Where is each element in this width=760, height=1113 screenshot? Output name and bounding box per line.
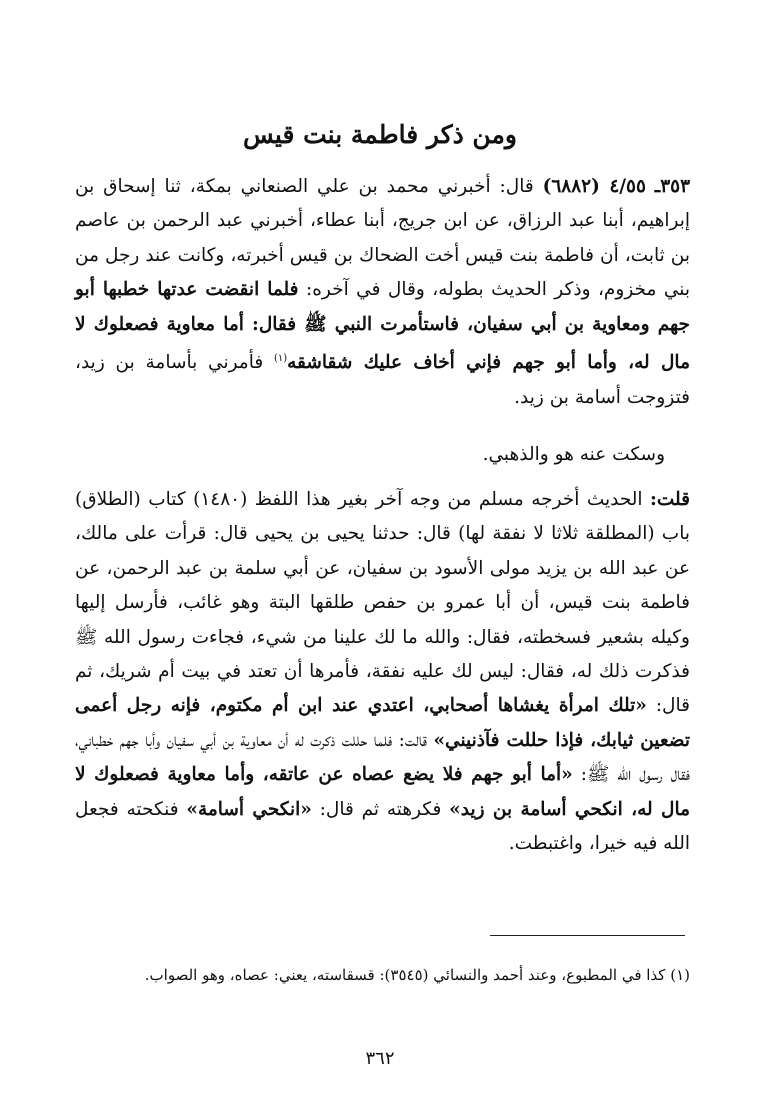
commentary-text-2: قالت: فلما حللت ذكرت له أن معاوية بن أبي سفيان وأبا جهم خطباني، فقال رسول الله ﷺ: <box>75 729 690 786</box>
footnote: (١) كذا في المطبوع، وعند أحمد والنسائي (٣٥٤٥): قسقاسته، يعني: عصاه، وهو الصواب. <box>144 966 690 984</box>
commentary-quote-2: «أما أبو جهم فلا يضع عصاه عن عاتقه، وأما معاوية فصعلوك لا مال له، انكحي أسامة بن زيد» <box>75 764 690 820</box>
silence-note: وسكت عنه هو والذهبي. <box>482 444 665 465</box>
hadith-reference: ٤/٥٥ (٦٨٨٢) <box>542 176 646 197</box>
section-title: ومن ذكر فاطمة بنت قيس <box>243 120 517 149</box>
commentary-text-3: فكرهته ثم قال: <box>311 798 442 820</box>
commentary-text-4: فنكحته فجعل الله فيه خيرا، واغتبطت. <box>75 798 690 855</box>
commentary-text-1: الحديث أخرجه مسلم من وجه آخر بغير هذا اللفظ (١٤٨٠) كتاب (الطلاق) باب (المطلقة ثلاثا لا نفقة لها) قال: حدثنا يحيى بن يحيى قال: قرأت على مالك، عن عبد الله بن يزيد مولى الأسود بن سفيان، عن أبي سلمة بن عبد الرحمن، عن فاطمة بنت قيس، أن أبا عمرو بن حفص طلقها البتة وهو غائب، فأرسل إليها وكيله بشعير فسخطته، فقال: والله ما لك علينا من شيء، فجاءت رسول الله ﷺ فذكرت ذلك له، فقال: ليس لك عليه نفقة، فأمرها أن تعتد في بيت أم شريك، ثم قال: <box>75 489 690 717</box>
hadith-number: ٣٥٣ـ <box>654 176 691 197</box>
commentary-label: قلت: <box>650 489 691 510</box>
hadith-paragraph <box>75 170 690 415</box>
hadith-matn-text: فلما انقضت عدتها خطبها أبو جهم ومعاوية بن أبي سفيان، فاستأمرت النبي ﷺ فقال: أما معاوية فصعلوك لا مال له، وأما أبو جهم فإني أخاف عليك شقاشقه <box>75 279 690 374</box>
commentary-quote-1: «تلك امرأة يغشاها أصحابي، اعتدي عند ابن أم مكتوم، فإنه رجل أعمى تضعين ثيابك، فإذا حللت فآذنيني» <box>75 695 690 751</box>
footnote-divider <box>490 935 685 936</box>
commentary-paragraph <box>75 483 690 861</box>
hadith-chain-text: قال: أخبرني محمد بن علي الصنعاني بمكة، ثنا إسحاق بن إبراهيم، أبنا عبد الرزاق، عن ابن جريج، أبنا عطاء، أخبرني عبد الرحمن بن عاصم بن ثابت، أن فاطمة بنت قيس أخت الضحاك بن قيس أخبرته، وكانت عند رجل من بني مخزوم، وذكر الحديث بطوله، وقال في آخره: <box>75 176 690 301</box>
commentary-quote-3: «انكحي أسامة» <box>186 798 312 820</box>
footnote-marker: (١) <box>273 353 288 365</box>
page-number: ٣٦٢ <box>365 1048 395 1069</box>
hadith-ending-text: فأمرني بأسامة بن زيد، فتزوجت أسامة بن زيد. <box>75 352 690 408</box>
